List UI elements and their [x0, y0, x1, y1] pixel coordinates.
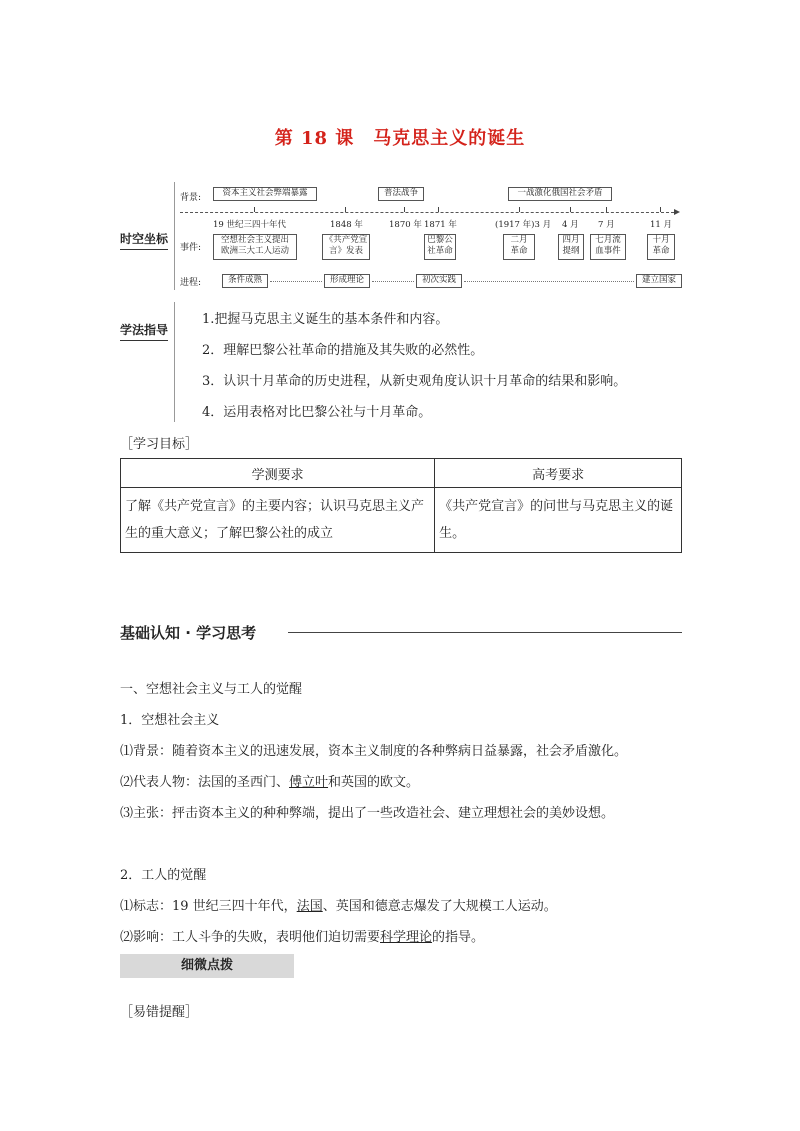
year-label: 19 世纪三四十年代 — [213, 220, 287, 230]
content-paragraph: ⑶主张：抨击资本主义的种种弊端，提出了一些改造社会、建立理想社会的美妙设想。 — [120, 806, 615, 821]
guide-label: 学法指导 — [116, 321, 172, 341]
underlined-term: 科学理论 — [380, 930, 433, 945]
content-heading: 一、空想社会主义与工人的觉醒 — [120, 682, 303, 697]
process-box: 条件成熟 — [222, 274, 268, 288]
process-connector — [372, 281, 414, 282]
content-paragraph: ⑵影响：工人斗争的失败，表明他们迫切需要科学理论的指导。 — [120, 930, 485, 945]
event-box: 四月 提纲 — [558, 234, 584, 260]
underlined-term: 傅立叶 — [289, 775, 329, 790]
guide-divider — [174, 302, 175, 422]
axis-tick — [570, 207, 571, 212]
section-rule — [288, 632, 682, 633]
section-heading: 基础认知 · 学习思考 — [120, 624, 257, 642]
event-box: 二月 革命 — [503, 234, 535, 260]
goals-cell: 了解《共产党宣言》的主要内容；认识马克思主义产生的重大意义；了解巴黎公社的成立 — [121, 488, 435, 553]
content-paragraph: ⑴标志：19 世纪三四十年代，法国、英国和德意志爆发了大规模工人运动。 — [120, 899, 557, 914]
content-paragraph: ⑵代表人物：法国的圣西门、傅立叶和英国的欧文。 — [120, 775, 420, 790]
year-label: 7 月 — [598, 220, 615, 230]
timeline-label: 时空坐标 — [116, 230, 172, 250]
row-label-background: 背景: — [180, 193, 202, 203]
axis-tick — [519, 207, 520, 212]
year-label: 4 月 — [562, 220, 579, 230]
process-box: 初次实践 — [416, 274, 462, 288]
axis-tick — [438, 207, 439, 212]
event-box: 《共产党宣 言》发表 — [322, 234, 370, 260]
content-paragraph: ⑴背景：随着资本主义的迅速发展，资本主义制度的各种弊病日益暴露，社会矛盾激化。 — [120, 744, 628, 759]
timeline-axis — [180, 212, 674, 213]
year-label: (1917 年)3 月 — [495, 220, 552, 230]
event-box: 七月流 血事件 — [590, 234, 626, 260]
process-box: 形成理论 — [324, 274, 370, 288]
tip-subheading: ［易错提醒］ — [120, 1005, 199, 1020]
goals-header: 学测要求 — [121, 459, 435, 488]
event-box: 巴黎公 社革命 — [424, 234, 456, 260]
guide-item: 4．运用表格对比巴黎公社与十月革命。 — [202, 405, 432, 420]
event-box: 十月 革命 — [647, 234, 675, 260]
axis-tick — [660, 207, 661, 212]
background-box: 一战激化俄国社会矛盾 — [508, 187, 612, 201]
content-subheading: 2．工人的觉醒 — [120, 868, 207, 883]
year-label: 1870 年 — [389, 220, 422, 230]
content-subheading: 1．空想社会主义 — [120, 713, 220, 728]
underlined-term: 法国 — [296, 899, 323, 914]
axis-tick — [345, 207, 346, 212]
timeline-divider — [174, 182, 175, 290]
lesson-title: 第 18 课 马克思主义的诞生 — [274, 128, 526, 149]
process-box: 建立国家 — [636, 274, 682, 288]
event-box: 空想社会主义提出 欧洲三大工人运动 — [213, 234, 297, 260]
year-label: 11 月 — [650, 220, 673, 230]
goals-label: ［学习目标］ — [120, 437, 199, 452]
axis-tick — [254, 207, 255, 212]
row-label-process: 进程: — [180, 278, 202, 288]
row-label-events: 事件: — [180, 243, 202, 253]
year-label: 1848 年 — [330, 220, 363, 230]
axis-tick — [404, 207, 405, 212]
guide-item: 1.把握马克思主义诞生的基本条件和内容。 — [202, 312, 449, 327]
tip-banner: 细微点拨 — [120, 954, 294, 978]
goals-cell: 《共产党宣言》的问世与马克思主义的诞生。 — [435, 488, 682, 553]
year-label: 1871 年 — [424, 220, 457, 230]
axis-arrow-icon — [674, 209, 680, 215]
process-connector — [464, 281, 634, 282]
goals-table — [120, 458, 682, 553]
axis-tick — [606, 207, 607, 212]
background-box: 资本主义社会弊端暴露 — [213, 187, 317, 201]
guide-item: 2．理解巴黎公社革命的措施及其失败的必然性。 — [202, 343, 484, 358]
guide-item: 3．认识十月革命的历史进程，从新史观角度认识十月革命的结果和影响。 — [202, 374, 627, 389]
goals-header: 高考要求 — [435, 459, 682, 488]
process-connector — [270, 281, 322, 282]
background-box: 普法战争 — [378, 187, 424, 201]
